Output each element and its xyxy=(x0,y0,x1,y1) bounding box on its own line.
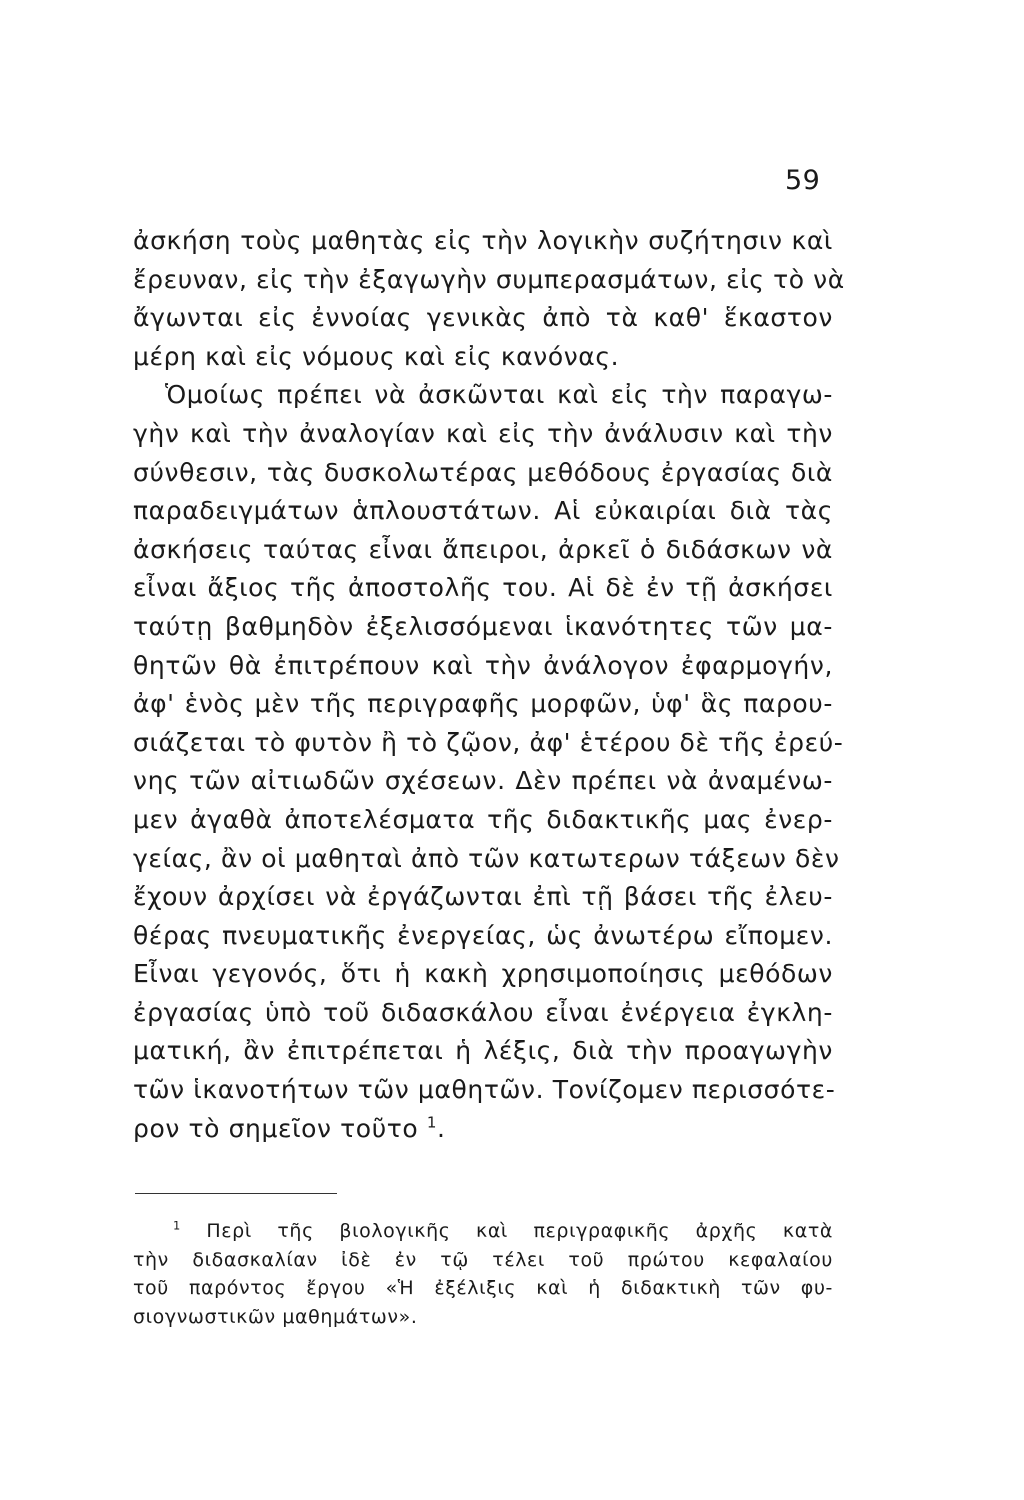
text-line: μέρη καὶ εἰς νόμους καὶ εἰς κανόνας. xyxy=(133,341,620,371)
footnote-divider xyxy=(135,1193,337,1194)
text-line: Εἶναι γεγονός, ὅτι ἡ κακὴ χρησιμοποίησις μεθόδων xyxy=(133,959,833,989)
footnote-line: τοῦ παρόντος ἔργου «Ἡ ἐξέλιξις καὶ ἡ διδακτικὴ τῶν φυ- xyxy=(133,1277,833,1300)
text-line: παραδειγμάτων ἁπλουστάτων. Αἱ εὐκαιρίαι διὰ τὰς xyxy=(133,496,833,526)
text-line: ἄγωνται εἰς ἐννοίας γενικὰς ἀπὸ τὰ καθ' ἕκαστον xyxy=(133,303,833,333)
footnote-line-text: Περὶ τῆς βιολογικῆς καὶ περιγραφικῆς ἀρχῆς κατὰ xyxy=(206,1220,834,1242)
footnote-line: σιογνωστικῶν μαθημάτων». xyxy=(133,1306,418,1329)
text-line: ἀφ' ἑνὸς μὲν τῆς περιγραφῆς μορφῶν, ὑφ' ἃς παρου- xyxy=(133,689,833,719)
text-line: ταύτῃ βαθμηδὸν ἐξελισσόμεναι ἱκανότητες τῶν μα- xyxy=(133,611,833,641)
text-line: θητῶν θὰ ἐπιτρέπουν καὶ τὴν ἀνάλογον ἐφαρμογήν, xyxy=(133,650,833,680)
text-line: τῶν ἱκανοτήτων τῶν μαθητῶν. Τονίζομεν περισσότε- xyxy=(133,1075,836,1105)
text-line: ἐργασίας ὑπὸ τοῦ διδασκάλου εἶναι ἐνέργεια ἐγκλη- xyxy=(133,997,833,1027)
footnote xyxy=(133,1217,833,1332)
text-line: σιάζεται τὸ φυτὸν ἢ τὸ ζῷον, ἀφ' ἑτέρου δὲ τῆς ἐρεύ- xyxy=(133,727,844,757)
text-line: ἀσκήση τοὺς μαθητὰς εἰς τὴν λογικὴν συζήτησιν καὶ xyxy=(133,226,833,255)
text-line: μεν ἀγαθὰ ἀποτελέσματα τῆς διδακτικῆς μας ἐνερ- xyxy=(133,804,833,834)
text-line: γὴν καὶ τὴν ἀναλογίαν καὶ εἰς τὴν ἀνάλυσιν καὶ τὴν xyxy=(133,418,833,448)
text-line: ἀσκήσεις ταύτας εἶναι ἄπειροι, ἀρκεῖ ὁ διδάσκων νὰ xyxy=(133,534,833,564)
text-line: εἶναι ἄξιος τῆς ἀποστολῆς του. Αἱ δὲ ἐν τῇ ἀσκήσει xyxy=(133,573,833,603)
text-line: ἔχουν ἀρχίσει νὰ ἐργάζωνται ἐπὶ τῇ βάσει τῆς ἐλευ- xyxy=(133,882,833,912)
text-line: νης τῶν αἰτιωδῶν σχέσεων. Δὲν πρέπει νὰ ἀναμένω- xyxy=(133,766,833,796)
footnote-reference: 1 xyxy=(426,1113,438,1132)
text-line: Ὁμοίως πρέπει νὰ ἀσκῶνται καὶ εἰς τὴν παραγω- xyxy=(165,380,833,410)
page-number: 59 xyxy=(785,165,821,196)
footnote-line xyxy=(133,1217,833,1246)
text-line: γείας, ἂν οἱ μαθηταὶ ἀπὸ τῶν κατωτερων τάξεων δὲν xyxy=(133,843,840,873)
text-line-last-content: ρον τὸ σημεῖον τοῦτο xyxy=(133,1113,419,1143)
text-line-end-punctuation: . xyxy=(437,1113,446,1143)
text-line: ἔρευναν, εἰς τὴν ἐξαγωγὴν συμπερασμάτων, εἰς τὸ νὰ xyxy=(133,264,845,294)
body-text xyxy=(133,222,845,1148)
footnote-marker: 1 xyxy=(173,1218,181,1233)
text-line: θέρας πνευματικῆς ἐνεργείας, ὡς ἀνωτέρω εἴπομεν. xyxy=(133,920,833,950)
text-line: σύνθεσιν, τὰς δυσκολωτέρας μεθόδους ἐργασίας διὰ xyxy=(133,457,833,487)
footnote-line: τὴν διδασκαλίαν ἰδὲ ἐν τῷ τέλει τοῦ πρώτου κεφαλαίου xyxy=(133,1248,833,1271)
text-line-last xyxy=(133,1110,833,1149)
text-line: ματική, ἂν ἐπιτρέπεται ἡ λέξις, διὰ τὴν προαγωγὴν xyxy=(133,1036,833,1066)
